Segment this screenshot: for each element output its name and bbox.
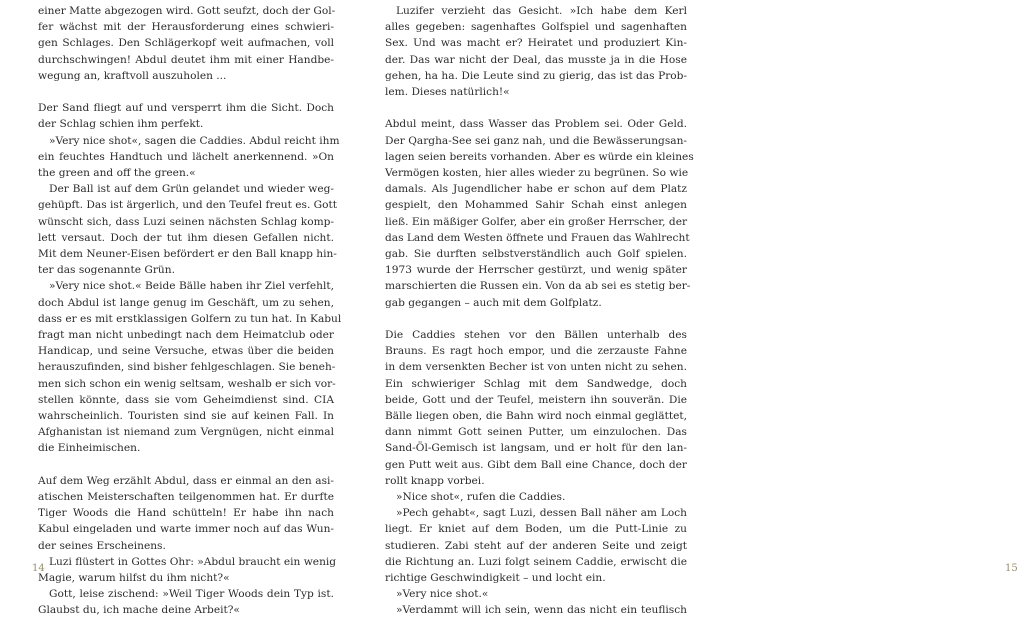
text-line: Handicap, und seine Versuche, etwas über die beiden [38,345,334,358]
text-line: einer Matte abgezogen wird. Gott seufzt, doch der Gol- [38,5,336,17]
text-line: Der Ball ist auf dem Grün gelandet und wieder weg- [49,183,334,196]
text-line: the green and off the green.« [38,167,196,180]
text-line: Ein schwieriger Schlag mit dem Sandwedge, doch [385,377,687,390]
text-line: stellen könnte, dass sie vom Geheimdienst sind. CIA [38,393,334,406]
text-line: durchschwingen! Abdul deutet ihm mit einer Handbe- [38,53,334,66]
text-line: richtige Geschwindigkeit – und locht ein. [385,572,606,585]
text-line: damals. Als Jugendlicher habe er schon auf dem Platz [385,183,687,196]
text-line: Afghanistan ist niemand zum Vergnügen, nicht einmal [38,426,334,439]
text-line: lett versaut. Doch der tut ihm diesen Gefallen nicht. [38,231,334,244]
text-line: Der Qargha-See sei ganz nah, und die Bewässerungsan- [385,134,687,147]
text-line: men sich schon ein wenig seltsam, weshalb er sich vor- [38,377,336,390]
text-line: der Schlag schien ihm perfekt. [38,118,204,131]
text-line: marschierten die Russen ein. Von da ab sei es stetig ber- [385,280,691,293]
text-line: Sex. Und was macht er? Heiratet und produziert Kin- [385,37,687,50]
text-line: Auf dem Weg erzählt Abdul, dass er einmal an den asi- [38,474,334,487]
right-page-text [385,3,694,619]
text-line: ließ. Ein mäßiger Golfer, aber ein großer Herrscher, der [385,215,688,228]
text-line: die Einheimischen. [38,442,141,455]
text-line: studieren. Zabi steht auf der anderen Seite und zeigt [385,539,687,552]
text-line: gen Putt weit aus. Gibt dem Ball eine Chance, doch der [385,458,687,471]
text-line: gen Schlages. Den Schlägerkopf weit aufmachen, voll [38,37,334,50]
paragraph-gap [385,311,687,327]
text-line: dass er es mit erstklassigen Golfern zu tun hat. In Kabul [38,312,342,325]
text-line: rollt knapp vorbei. [385,474,485,487]
left-page-text [38,3,342,619]
text-line: fer wächst mit der Herausforderung eines schwieri- [38,21,334,34]
text-line: wahrscheinlich. Touristen sind sie auf keinen Fall. In [38,410,334,423]
right-page [361,0,1018,617]
text-line: Glaubst du, ich mache deine Arbeit?« [38,604,240,617]
text-line: gespielt, den Mohammed Sahir Schah einst anlegen [385,199,687,212]
text-line: atischen Meisterschaften teilgenommen hat. Er durfte [38,491,334,504]
text-line: »Very nice shot«, sagen die Caddies. Abdul reicht ihm [49,134,340,147]
paragraph-gap [385,100,687,116]
left-page [0,0,361,617]
text-line: »Very nice shot.« Beide Bälle haben ihr Ziel verfehlt, [49,280,334,293]
text-line: Brauns. Es ragt hoch empor, und die zerzauste Fahne [385,345,687,358]
text-line: das Land dem Westen öffnete und Frauen das Wahlrecht [385,231,690,244]
text-line: lem. Dieses natürlich!« [385,86,510,99]
text-line: der. Das war nicht der Deal, das musste ja in die Hose [385,53,687,66]
page-number-left: 14 [32,563,45,574]
text-line: alles gegeben: sagenhaftes Golfspiel und sagenhaften [385,21,687,34]
text-line: Luzifer verzieht das Gesicht. »Ich habe dem Kerl [396,5,687,17]
text-line: in dem versenkten Becher ist von unten nicht zu sehen. [385,361,687,374]
page-number-right: 15 [1005,563,1018,574]
text-line: Bälle liegen oben, die Bahn wird noch einmal geglättet, [385,410,687,423]
text-line: Abdul meint, dass Wasser das Problem sei. Oder Geld. [385,118,687,131]
text-line: »Pech gehabt«, sagt Luzi, dessen Ball näher am Loch [396,507,687,520]
text-line: »Nice shot«, rufen die Caddies. [396,491,566,504]
text-line: der seines Erscheinens. [38,539,166,552]
text-line: gehen, ha ha. Die Leute sind zu gierig, das ist das Prob- [385,69,687,82]
text-line: Kabul eingeladen und warte immer noch auf das Wun- [38,523,334,536]
text-line: ter das sogenannte Grün. [38,264,175,277]
text-line: beide, Gott und der Teufel, meistern ihn souverän. Die [385,393,687,406]
text-line: lagen seien bereits vorhanden. Aber es würde ein kleines [385,150,694,163]
text-line: ein feuchtes Handtuch und lächelt anerkennend. »On [38,150,334,163]
text-line: herauszufinden, sind bisher fehlgeschlagen. Sie beneh- [38,361,336,374]
text-line: Der Sand fliegt auf und versperrt ihm die Sicht. Doch [38,102,334,115]
text-line: gab. Sie durften selbstverständlich auch Golf spielen. [385,248,687,261]
text-line: doch Abdul ist lange genug im Geschäft, um zu sehen, [38,296,334,309]
text-line: »Very nice shot.« [396,588,489,601]
text-line: Mit dem Neuner-Eisen befördert er den Ball knapp hin- [38,248,337,261]
text-line: fragt man nicht unbedingt nach dem Heimatclub oder [38,329,334,342]
text-line: liegt. Er kniet auf dem Boden, um die Putt-Linie zu [385,523,687,536]
text-line: wegung an, kraftvoll auszuholen ... [38,69,227,82]
text-line: Luzi flüstert in Gottes Ohr: »Abdul braucht ein wenig [49,555,337,568]
text-line: dann nimmt Gott seinen Putter, um einzulochen. Das [385,426,687,439]
paragraph-gap [38,84,334,100]
text-line: gab gegangen – auch mit dem Golfplatz. [385,296,602,309]
text-line: 1973 wurde der Herrscher gestürzt, und wenig später [385,264,687,277]
text-line: Gott, leise zischend: »Weil Tiger Woods dein Typ ist. [49,588,334,601]
text-line: Die Caddies stehen vor den Bällen unterhalb des [385,329,687,342]
text-line: Sand-Öl-Gemisch ist langsam, und er holt für den lan- [385,442,687,455]
text-line: Vermögen kosten, hier alles wieder zu begrünen. So wie [385,167,689,180]
paragraph-gap [38,457,334,473]
text-line: gehüpft. Das ist ärgerlich, und den Teufel freut es. Gott [38,199,338,212]
text-line: »Verdammt will ich sein, wenn das nicht ein teuflisch [396,604,687,617]
text-line: die Richtung an. Luzi folgt seinem Caddie, erwischt die [385,555,687,568]
text-line: wünscht sich, dass Luzi seinen nächsten Schlag komp- [38,215,334,228]
text-line: Tiger Woods die Hand schütteln! Er habe ihn nach [38,507,334,520]
text-line: Magie, warum hilfst du ihm nicht?« [38,572,230,585]
